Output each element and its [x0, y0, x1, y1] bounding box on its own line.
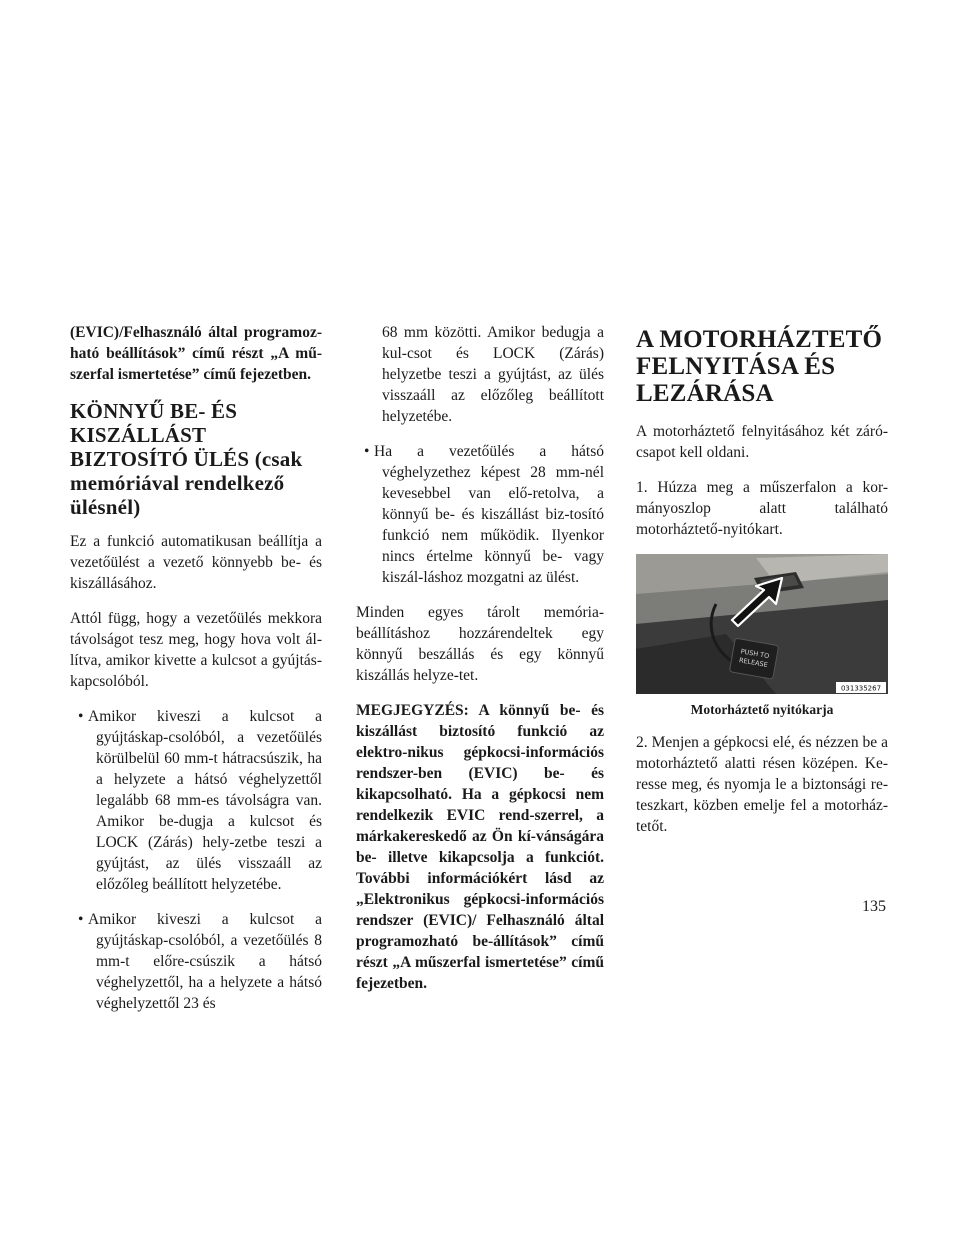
intro-reference: (EVIC)/Felhasználó által programoz-ható beállítások” című részt „A mű-szerfal ismertetése” című fejezetben.: [70, 324, 322, 383]
list-item: • Ha a vezetőülés a hátsó véghelyzethez képest 28 mm-nél kevesebbel van elő-retolva, a könnyű be- és kiszállást biz-tosító funkció nem működik. Ilyenkor nincs értelme könnyű be- vagy kiszál-láshoz mozgatni az ülést.: [364, 441, 604, 588]
note: MEGJEGYZÉS: A könnyű be- és kiszállást biztosító funkció az elektro-nikus gépkocsi-információs rendszer-ben (EVIC) be- és kikapcsolható. Ha a gépkocsi nem rendelkezik EVIC rend-szerrel, a márkakereskedő az Ön kí-vánságára be- illetve kikapcsolja a funkciót. További információkért lásd az „Elektronikus gépkocsi-információs rendszer (EVIC)/ Felhasználó által programozható be-állítások” című részt „A műszerfal ismertetése” című fejezetben.: [356, 702, 604, 992]
step-1: 1. Húzza meg a műszerfalon a kor-mányoszlop alatt található motorháztető-nyitókart.: [636, 479, 888, 538]
image-caption: Motorháztető nyitókarja: [690, 702, 834, 717]
hood-release-photo: [636, 554, 888, 694]
paragraph-continued: 68 mm közötti. Amikor bedugja a kul-csot és LOCK (Zárás) helyzetbe teszi a gyújtást, az ülés visszaáll az előzőleg beállított helyzetébe.: [382, 324, 604, 425]
tag-label-line1: PUSH TO: [740, 647, 770, 661]
paragraph: A motorháztető felnyitásához két záró-csapot kell oldani.: [636, 423, 888, 461]
column-middle: [356, 322, 604, 1008]
step-2: 2. Menjen a gépkocsi elé, és nézzen be a motorháztető alatti résen középen. Ke-resse meg, és nyomja le a biztonsági re-teszkart, közben emelje fel a motorház-tetőt.: [636, 734, 888, 835]
paragraph: Minden egyes tárolt memória-beállításhoz hozzárendeltek egy könnyű beszállás és egy könnyű kiszállás helyze-tet.: [356, 604, 604, 684]
hood-release-illustration: [636, 554, 888, 694]
column-left: [70, 322, 322, 1028]
bullet-list: [70, 706, 322, 1014]
section-heading-hood: A MOTORHÁZTETŐ FELNYITÁSA ÉS LEZÁRÁSA: [636, 326, 883, 407]
page-number: 135: [862, 898, 886, 915]
image-code: 031335267: [840, 684, 882, 693]
column-right: [636, 322, 888, 851]
paragraph: Attól függ, hogy a vezetőülés mekkora távolságot tesz meg, hogy hova volt ál-lítva, amikor kivette a kulcsot a gyújtás-kapcsolóból.: [70, 610, 322, 690]
tag-label-line2: RELEASE: [738, 656, 769, 670]
section-heading-easy-entry: KÖNNYŰ BE- ÉS KISZÁLLÁST BIZTOSÍTÓ ÜLÉS (csak memóriával rendelkező ülésnél): [70, 399, 303, 519]
list-item: • Amikor kiveszi a kulcsot a gyújtáskap-csolóból, a vezetőülés 8 mm-t előre-csúszik a hátsó véghelyzettől, ha a helyzete a hátsó véghelyzettől 23 és: [78, 909, 322, 1014]
list-item: • Amikor kiveszi a kulcsot a gyújtáskap-csolóból, a vezetőülés körülbelül 60 mm-t hátracsúszik, ha a helyzete a hátsó véghelyzettől legalább 68 mm-es távolságra van. Amikor be-dugja a kulcsot és LOCK (Zárás) hely-zetbe teszi a gyújtást, az ülés visszaáll az előzőleg beállított helyzetébe.: [78, 706, 322, 895]
paragraph: Ez a funkció automatikusan beállítja a vezetőülést a vezető könnyebb be- és kiszállásához.: [70, 533, 322, 592]
bullet-list: [356, 441, 604, 588]
